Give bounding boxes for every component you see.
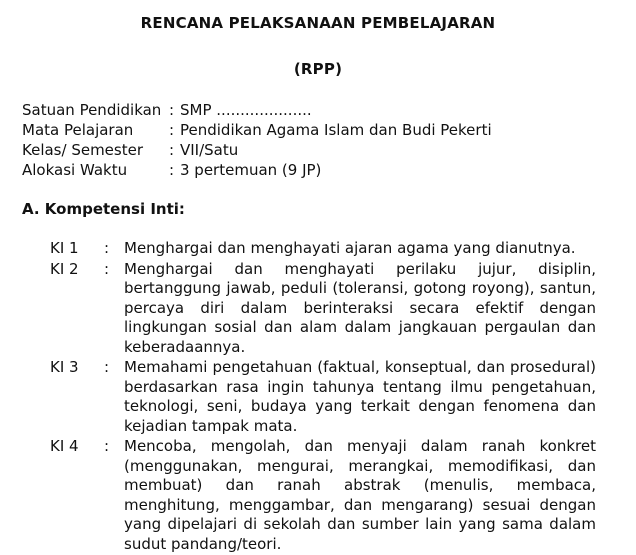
- identity-label: Satuan Pendidikan: [22, 101, 162, 119]
- identity-colon: :: [169, 101, 175, 119]
- ki-item-1: [50, 239, 596, 259]
- identity-colon: :: [169, 121, 175, 139]
- kompetensi-inti-list: [50, 239, 596, 555]
- identity-value: VII/Satu: [180, 141, 239, 159]
- ki-colon: :: [104, 239, 110, 257]
- ki-colon: :: [104, 358, 110, 376]
- identity-value: Pendidikan Agama Islam dan Budi Pekerti: [180, 121, 492, 139]
- ki-text: Menghargai dan menghayati ajaran agama yang dianutnya.: [124, 239, 576, 257]
- ki-colon: :: [104, 259, 110, 278]
- ki-text: Mencoba, mengolah, dan menyaji dalam ranah konkret (menggunakan, mengurai, merangkai, memodifikasi, dan membuat) dan ranah abstrak (menulis, membaca, menghitung, menggambar, dan mengarang) sesuai dengan yang dipelajari di sekolah dan sumber lain yang sama dalam sudut pandang/teori.: [124, 437, 596, 553]
- identity-value: 3 pertemuan (9 JP): [180, 161, 322, 179]
- ki-item-2: [50, 260, 596, 358]
- ki-text: Memahami pengetahuan (faktual, konseptual, dan prosedural) berdasarkan rasa ingin tahunya tentang ilmu pengetahuan, teknologi, seni, budaya yang terkait dengan fenomena dan kejadian tampak mata.: [124, 358, 596, 435]
- document-subtitle: (RPP): [293, 60, 343, 78]
- ki-code: KI 2: [50, 259, 79, 278]
- ki-text: Menghargai dan menghayati perilaku jujur, disiplin, bertanggung jawab, peduli (toleransi, gotong royong), santun, percaya diri dalam berinteraksi secara efektif dengan lingkungan sosial dan alam dalam jangkauan pergaulan dan keberadaannya.: [124, 259, 596, 356]
- ki-item-3: [50, 358, 596, 436]
- ki-code: KI 4: [50, 437, 79, 455]
- identity-colon: :: [169, 141, 175, 159]
- identity-label: Alokasi Waktu: [22, 161, 128, 179]
- ki-code: KI 3: [50, 358, 79, 376]
- section-heading-kompetensi-inti: A. Kompetensi Inti:: [22, 200, 185, 218]
- identity-value: SMP ....................: [180, 101, 312, 119]
- identity-label: Kelas/ Semester: [22, 141, 143, 159]
- ki-code: KI 1: [50, 239, 79, 257]
- ki-item-4: [50, 437, 596, 554]
- identity-label: Mata Pelajaran: [22, 121, 134, 139]
- document-title: RENCANA PELAKSANAAN PEMBELAJARAN: [140, 14, 496, 32]
- ki-colon: :: [104, 437, 110, 455]
- identity-colon: :: [169, 161, 175, 179]
